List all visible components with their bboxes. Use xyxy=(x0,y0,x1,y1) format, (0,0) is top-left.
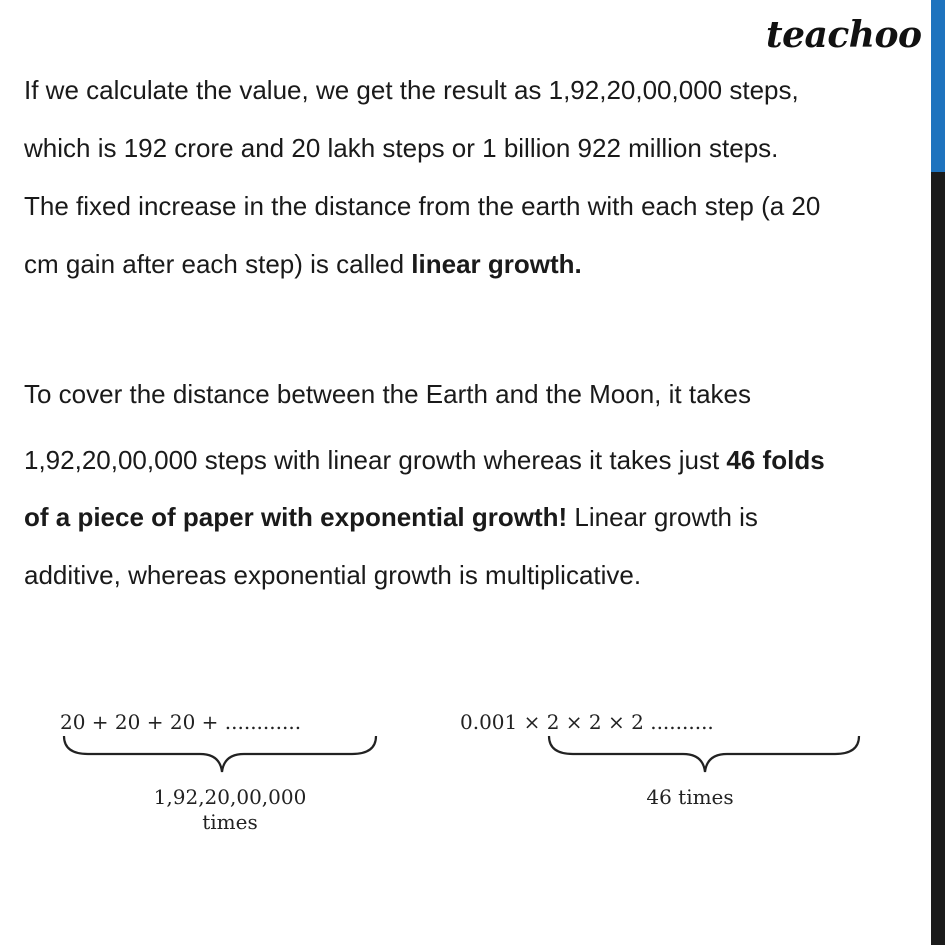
teachoo-logo: teachoo xyxy=(766,14,922,56)
exponential-brace-icon xyxy=(545,732,863,777)
paragraph-1-line-4-text: cm gain after each step) is called xyxy=(24,249,412,279)
paragraph-1-line-4 xyxy=(24,249,582,280)
scroll-thumb[interactable] xyxy=(931,0,945,172)
linear-brace-icon xyxy=(60,732,380,777)
linear-count-label xyxy=(130,785,330,835)
paragraph-1-line-3: The fixed increase in the distance from the earth with each step (a 20 xyxy=(24,191,821,221)
paragraph-1-line-2: which is 192 crore and 20 lakh steps or 1 billion 922 million steps. xyxy=(24,133,779,163)
paragraph-2-line-3 xyxy=(24,502,758,533)
paragraph-2-line-2-text: 1,92,20,00,000 steps with linear growth whereas it takes just xyxy=(24,445,727,475)
linear-growth-term: linear growth. xyxy=(411,249,582,279)
linear-count-value: 1,92,20,00,000 xyxy=(153,785,307,809)
paragraph-2-line-3-text: Linear growth is xyxy=(567,502,758,532)
paragraph-1-line-1: If we calculate the value, we get the result as 1,92,20,00,000 steps, xyxy=(24,75,799,105)
paragraph-2-line-2 xyxy=(24,445,825,476)
linear-expression: 20 + 20 + 20 + ............ xyxy=(60,710,302,734)
paragraph-2-line-4: additive, whereas exponential growth is multiplicative. xyxy=(24,560,642,590)
exponential-count-label: 46 times xyxy=(646,785,734,809)
paragraph-2-line-1: To cover the distance between the Earth and the Moon, it takes xyxy=(24,379,751,409)
linear-count-unit: times xyxy=(202,810,258,834)
exponential-growth-phrase: of a piece of paper with exponential growth! xyxy=(24,502,568,532)
forty-six-folds-term: 46 folds xyxy=(726,445,825,475)
scrollbar[interactable] xyxy=(931,0,945,945)
exponential-expression: 0.001 × 2 × 2 × 2 .......... xyxy=(460,710,714,734)
